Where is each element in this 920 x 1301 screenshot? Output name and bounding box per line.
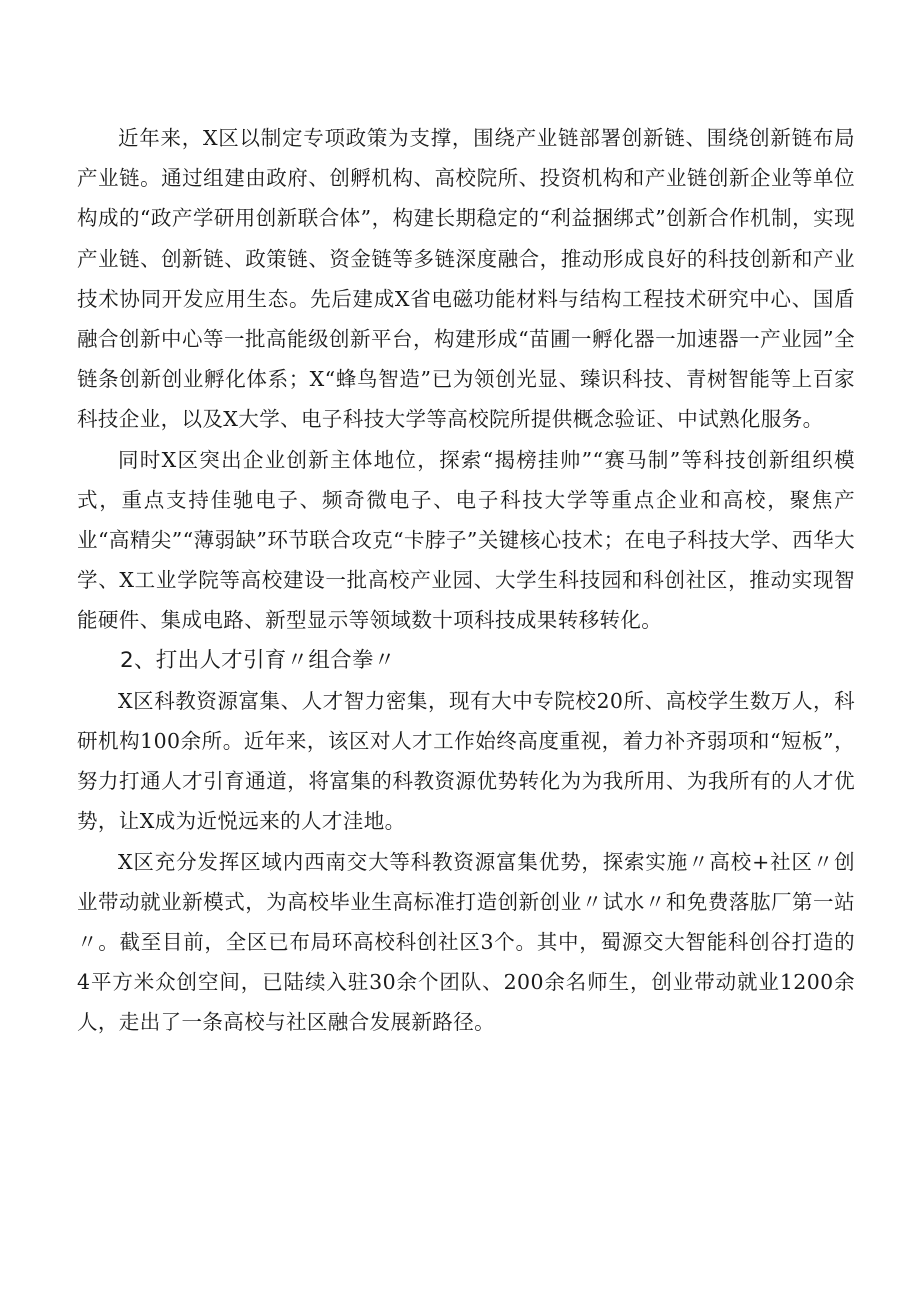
paragraph-innovation-chain: 近年来，X区以制定专项政策为支撑，围绕产业链部署创新链、围绕创新链布局产业链。通过组建由政府、创孵机构、高校院所、投资机构和产业链创新企业等单位构成的“政产学研用创新联合体”，构建长期稳定的“利益捆绑式”创新合作机制，实现产业链、创新链、政策链、资金链等多链深度融合，推动形成良好的科技创新和产业技术协同开发应用生态。先后建成X省电磁功能材料与结构工程技术研究中心、国盾融合创新中心等一批高能级创新平台，构建形成“苗圃一孵化器一加速器一产业园”全链条创新创业孵化体系；X“蜂鸟智造”已为领创光显、臻识科技、青树智能等上百家科技企业，以及X大学、电子科技大学等高校院所提供概念验证、中试熟化服务。 (77, 126, 855, 432)
paragraph-enterprise-innovation: 同时X区突出企业创新主体地位，探索“揭榜挂帅”“赛马制”等科技创新组织模式，重点支持佳驰电子、频奇微电子、电子科技大学等重点企业和高校，聚焦产业“高精尖”“薄弱缺”环节联合攻克“卡脖子”关键核心技术；在电子科技大学、西华大学、X工业学院等高校建设一批高校产业园、大学生科技园和科创社区，推动实现智能硬件、集成电路、新型显示等领域数十项科技成果转移转化。 (77, 447, 855, 633)
section-heading: 2、打出人才引育〃组合拳〃 (120, 647, 396, 673)
paragraph-campus-community: X区充分发挥区域内西南交大等科教资源富集优势，探索实施〃高校+社区〃创业带动就业新模式，为高校毕业生高标准打造创新创业〃试水〃和免费落肱厂第一站〃。截至目前，全区已布局环高校科创社区3个。其中，蜀源交大智能科创谷打造的4平方米众创空间，已陆续入驻30余个团队、200余名师生，创业带动就业1200余人，走出了一条高校与社区融合发展新路径。 (77, 849, 855, 1035)
paragraph-talent-resources: X区科教资源富集、人才智力密集，现有大中专院校20所、高校学生数万人，科研机构100余所。近年来，该区对人才工作始终高度重视，着力补齐弱项和“短板”，努力打通人才引育通道，将富集的科教资源优势转化为为我所用、为我所有的人才优势，让X成为近悦远来的人才洼地。 (77, 688, 855, 834)
document-body (77, 118, 855, 1043)
